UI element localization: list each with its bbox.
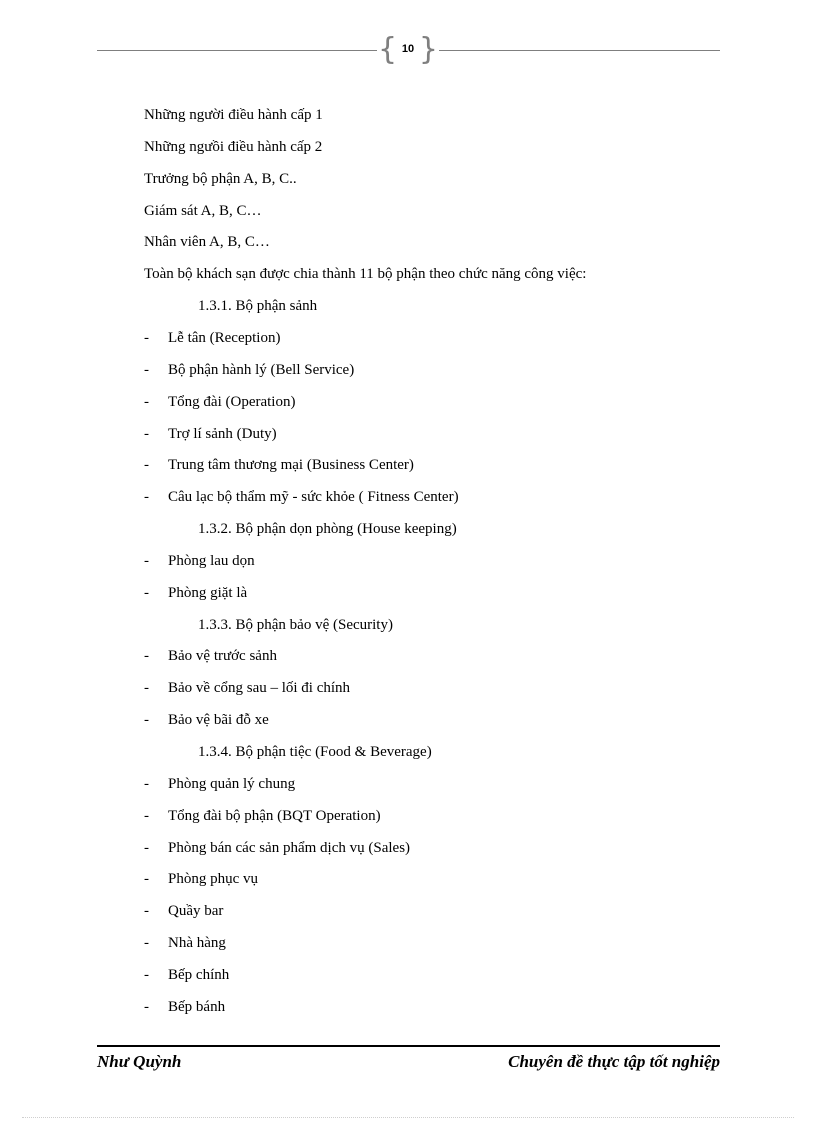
list-item: Phòng giặt là [168, 584, 248, 601]
bullet-marker: - [144, 361, 149, 378]
bullet-marker: - [144, 807, 149, 824]
list-item: Phòng lau dọn [168, 552, 255, 569]
paragraph-line: Những ngưồi điều hành cấp 2 [144, 138, 323, 155]
list-item: Nhà hàng [168, 935, 226, 952]
bullet-marker: - [144, 712, 149, 729]
bullet-marker: - [144, 552, 149, 569]
bullet-marker: - [144, 489, 149, 506]
list-item: Bếp bánh [168, 998, 226, 1015]
header-rule-left [97, 50, 377, 51]
bullet-marker: - [144, 457, 149, 474]
list-item: Tổng đài bộ phận (BQT Operation) [168, 807, 381, 824]
footer-rule [97, 1045, 720, 1047]
list-item: Phòng bán các sản phẩm dịch vụ (Sales) [168, 839, 411, 856]
page-number: 10 [401, 43, 415, 55]
bullet-marker: - [144, 425, 149, 442]
section-heading: 1.3.4. Bộ phận tiệc (Food & Beverage) [198, 744, 432, 760]
list-item: Câu lạc bộ thẩm mỹ - sức khỏe ( Fitness Center) [168, 489, 459, 506]
bullet-marker: - [144, 903, 149, 920]
bullet-marker: - [144, 966, 149, 983]
header-rule-right [439, 50, 720, 51]
list-item: Bếp chính [168, 966, 230, 983]
paragraph-line: Giám sát A, B, C… [144, 202, 262, 219]
bullet-marker: - [144, 393, 149, 410]
page-number-box [378, 32, 438, 67]
list-item: Bảo vệ bãi đỗ xe [168, 712, 269, 729]
paragraph-line: Toàn bộ khách sạn được chia thành 11 bộ phận theo chức năng công việc: [144, 266, 587, 283]
section-heading: 1.3.3. Bộ phận bảo vệ (Security) [198, 616, 393, 633]
footer-title: Chuyên đề thực tập tốt nghiệp [508, 1052, 720, 1071]
list-item: Lễ tân (Reception) [168, 329, 281, 346]
footer-author: Như Quỳnh [97, 1052, 182, 1071]
list-item: Tổng đài (Operation) [168, 393, 296, 410]
section-heading: 1.3.1. Bộ phận sảnh [198, 298, 318, 315]
list-item: Trung tâm thương mại (Business Center) [168, 457, 414, 474]
paragraph-line: Trưởng bộ phận A, B, C.. [144, 170, 297, 187]
list-item: Bộ phận hành lý (Bell Service) [168, 361, 355, 378]
bullet-marker: - [144, 680, 149, 697]
section-heading: 1.3.2. Bộ phận dọn phòng (House keeping) [198, 521, 457, 538]
list-item: Phòng quản lý chung [168, 775, 296, 792]
right-bracket-icon: } [418, 32, 438, 67]
list-item: Phòng phục vụ [168, 871, 258, 888]
list-item: Quầy bar [168, 903, 224, 920]
left-bracket-icon: { [378, 32, 398, 67]
bullet-marker: - [144, 584, 149, 601]
bullet-marker: - [144, 871, 149, 888]
bullet-marker: - [144, 648, 149, 665]
paragraph-line: Những người điều hành cấp 1 [144, 107, 323, 123]
bullet-marker: - [144, 839, 149, 856]
bullet-marker: - [144, 329, 149, 346]
list-item: Trợ lí sảnh (Duty) [168, 425, 277, 442]
paragraph-line: Nhân viên A, B, C… [144, 234, 270, 251]
page-header [97, 32, 720, 67]
list-item: Bảo về cổng sau – lối đi chính [168, 680, 351, 697]
list-item: Bảo vệ trước sảnh [168, 648, 277, 665]
bullet-marker: - [144, 998, 149, 1015]
bullet-marker: - [144, 775, 149, 792]
bullet-marker: - [144, 935, 149, 952]
page-edge-divider [22, 1117, 794, 1118]
